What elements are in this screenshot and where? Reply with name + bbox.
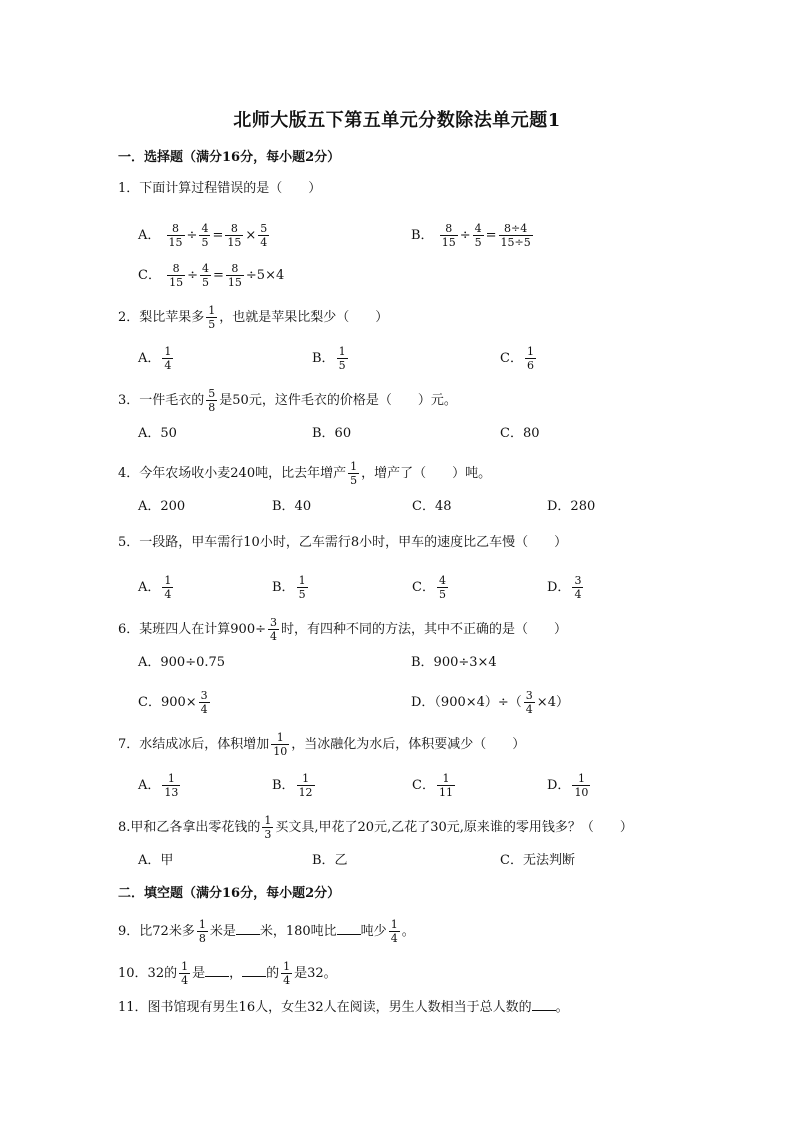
q6-option-c[interactable]: C．900× $\frac{3}{4}$ bbox=[138, 689, 208, 716]
fraction bbox=[297, 772, 315, 799]
fraction-denominator: 5 bbox=[474, 236, 482, 249]
fraction-denominator: 15÷5 bbox=[500, 236, 531, 249]
question-2: 2．梨比苹果多 $\frac{1}{5}$ ，也就是苹果比梨少（ ） bbox=[118, 304, 389, 331]
fraction-numerator: 1 bbox=[164, 345, 172, 358]
fraction bbox=[499, 222, 533, 249]
fraction-denominator: 4 bbox=[269, 630, 277, 643]
q4-option-b[interactable]: B．40 bbox=[272, 499, 312, 514]
fraction bbox=[440, 222, 458, 249]
question-8: 8.甲和乙各拿出零花钱的 $\frac{1}{3}$ 买文具,甲花了20元,乙花了30元,原来谁的零用钱多？（ ） bbox=[118, 814, 633, 841]
fraction-numerator: 8 bbox=[231, 262, 239, 275]
fraction bbox=[525, 345, 536, 372]
q8-option-c[interactable]: C．无法判断 bbox=[500, 853, 575, 868]
q7-option-a[interactable]: A． $\frac{1}{13}$ bbox=[138, 772, 179, 799]
fraction-numerator: 5 bbox=[208, 387, 216, 400]
fraction-denominator: 5 bbox=[338, 359, 346, 372]
fraction-numerator: 1 bbox=[350, 460, 358, 473]
fraction-denominator: 4 bbox=[260, 236, 268, 249]
fraction bbox=[297, 574, 308, 601]
fraction-numerator: 8 bbox=[172, 222, 180, 235]
fraction-denominator: 8 bbox=[208, 401, 216, 414]
fraction bbox=[200, 262, 211, 289]
fraction-denominator: 10 bbox=[273, 745, 288, 758]
fraction bbox=[262, 814, 273, 841]
question-10: 10．32的 $\frac{1}{4}$ 是 ， 的 $\frac{1}{4}$ 是32。 bbox=[118, 960, 337, 987]
fraction bbox=[258, 222, 269, 249]
q7-option-b[interactable]: B． $\frac{1}{12}$ bbox=[272, 772, 313, 799]
fraction-denominator: 5 bbox=[298, 588, 306, 601]
fraction-numerator: 4 bbox=[474, 222, 482, 235]
fraction-numerator: 5 bbox=[260, 222, 268, 235]
fraction-denominator: 12 bbox=[298, 786, 313, 799]
q6-option-b[interactable]: B．900÷3×4 bbox=[411, 655, 497, 670]
fraction bbox=[572, 772, 590, 799]
fraction-denominator: 8 bbox=[198, 932, 206, 945]
fraction-denominator: 11 bbox=[438, 786, 453, 799]
fraction-numerator: 8 bbox=[445, 222, 453, 235]
fraction-numerator: 1 bbox=[526, 345, 534, 358]
fraction bbox=[162, 345, 173, 372]
fraction-denominator: 4 bbox=[283, 974, 291, 987]
fraction-denominator: 15 bbox=[227, 276, 242, 289]
fraction-denominator: 5 bbox=[350, 474, 358, 487]
fraction bbox=[179, 960, 190, 987]
fraction bbox=[206, 304, 217, 331]
question-5: 5．一段路，甲车需行10小时，乙车需行8小时，甲车的速度比乙车慢（ ） bbox=[118, 535, 568, 550]
q2-option-a[interactable]: A． $\frac{1}{4}$ bbox=[138, 345, 172, 372]
q3-option-b[interactable]: B．60 bbox=[312, 426, 352, 441]
fraction bbox=[199, 689, 210, 716]
fraction bbox=[389, 918, 400, 945]
fraction-numerator: 1 bbox=[164, 574, 172, 587]
fraction bbox=[206, 387, 217, 414]
question-1: 1．下面计算过程错误的是（ ） bbox=[118, 181, 322, 196]
fraction-denominator: 4 bbox=[164, 588, 172, 601]
fraction-denominator: 13 bbox=[164, 786, 179, 799]
q8-option-b[interactable]: B．乙 bbox=[312, 853, 348, 868]
fraction-denominator: 4 bbox=[525, 703, 533, 716]
fraction-numerator: 1 bbox=[167, 772, 175, 785]
q3-option-a[interactable]: A．50 bbox=[138, 426, 177, 441]
fraction-numerator: 1 bbox=[181, 960, 189, 973]
fraction bbox=[268, 616, 279, 643]
fraction-numerator: 1 bbox=[302, 772, 310, 785]
fraction-denominator: 15 bbox=[227, 236, 242, 249]
answer-blank[interactable] bbox=[242, 964, 266, 977]
fraction-numerator: 3 bbox=[525, 689, 533, 702]
fraction bbox=[437, 574, 448, 601]
fraction-numerator: 1 bbox=[208, 304, 216, 317]
fraction bbox=[337, 345, 348, 372]
fraction-numerator: 1 bbox=[283, 960, 291, 973]
fraction-denominator: 5 bbox=[201, 236, 209, 249]
fraction bbox=[162, 574, 173, 601]
fraction bbox=[473, 222, 484, 249]
q4-option-d[interactable]: D．280 bbox=[547, 499, 596, 514]
question-4: 4．今年农场收小麦240吨，比去年增产 $\frac{1}{5}$ ，增产了（ ）吨。 bbox=[118, 460, 492, 487]
fraction-denominator: 4 bbox=[164, 359, 172, 372]
fraction-denominator: 10 bbox=[574, 786, 589, 799]
fraction-denominator: 4 bbox=[574, 588, 582, 601]
fraction-numerator: 4 bbox=[202, 262, 209, 275]
fraction bbox=[271, 731, 289, 758]
fraction-numerator: 8 bbox=[230, 222, 238, 235]
page-title: 北师大版五下第五单元分数除法单元题1 bbox=[233, 110, 561, 131]
fraction-numerator: 8÷4 bbox=[504, 222, 528, 235]
fraction-numerator: 3 bbox=[269, 616, 277, 629]
section-choice-heading: 一．选择题（满分16分，每小题2分） bbox=[118, 150, 341, 165]
question-9: 9．比72米多 $\frac{1}{8}$ 米是 米，180吨比 吨少 $\frac{1}{4}$ 。 bbox=[118, 918, 415, 945]
fraction-numerator: 4 bbox=[438, 574, 446, 587]
q1-option-c[interactable]: C． $\frac{8}{15}$ ÷ $\frac{4}{5}$ = $\frac{8}{15}$ ÷5×4 bbox=[138, 262, 285, 289]
fraction-numerator: 1 bbox=[390, 918, 398, 931]
fraction-numerator: 1 bbox=[198, 918, 206, 931]
q5-option-d[interactable]: D． $\frac{3}{4}$ bbox=[547, 574, 582, 601]
fraction-denominator: 15 bbox=[168, 236, 183, 249]
fraction-denominator: 6 bbox=[526, 359, 534, 372]
fraction-numerator: 1 bbox=[298, 574, 306, 587]
answer-blank[interactable] bbox=[337, 922, 361, 935]
fraction bbox=[167, 262, 185, 289]
q4-option-a[interactable]: A．200 bbox=[138, 499, 186, 514]
fraction-numerator: 1 bbox=[276, 731, 284, 744]
q6-option-a[interactable]: A．900÷0.75 bbox=[138, 655, 226, 670]
fraction-denominator: 4 bbox=[390, 932, 398, 945]
q4-option-c[interactable]: C．48 bbox=[412, 499, 452, 514]
q2-option-b[interactable]: B． $\frac{1}{5}$ bbox=[312, 345, 346, 372]
fraction-denominator: 4 bbox=[200, 703, 208, 716]
fraction bbox=[199, 222, 210, 249]
fraction-denominator: 5 bbox=[438, 588, 446, 601]
fraction-numerator: 1 bbox=[338, 345, 346, 358]
fraction-numerator: 4 bbox=[201, 222, 209, 235]
fraction-numerator: 3 bbox=[200, 689, 208, 702]
fraction bbox=[226, 262, 244, 289]
section-fill-heading: 二．填空题（满分16分，每小题2分） bbox=[118, 886, 341, 901]
answer-blank[interactable] bbox=[532, 998, 556, 1011]
fraction-denominator: 15 bbox=[441, 236, 456, 249]
question-6: 6．某班四人在计算900÷ $\frac{3}{4}$ 时，有四种不同的方法，其中不正确的是（ ） bbox=[118, 616, 567, 643]
fraction bbox=[281, 960, 292, 987]
fraction-numerator: 1 bbox=[577, 772, 585, 785]
fraction-denominator: 15 bbox=[169, 276, 184, 289]
q6-option-d[interactable]: D．（900×4）÷（ $\frac{3}{4}$ ×4） bbox=[411, 689, 569, 716]
fraction bbox=[348, 460, 359, 487]
q7-option-d[interactable]: D． $\frac{1}{10}$ bbox=[547, 772, 589, 799]
fraction bbox=[225, 222, 243, 249]
question-3: 3．一件毛衣的 $\frac{5}{8}$ 是50元，这件毛衣的价格是（ ）元。 bbox=[118, 387, 457, 414]
q5-option-c[interactable]: C． $\frac{4}{5}$ bbox=[412, 574, 446, 601]
question-11: 11．图书馆现有男生16人，女生32人在阅读，男生人数相当于总人数的 。 bbox=[118, 1000, 569, 1015]
answer-blank[interactable] bbox=[205, 964, 229, 977]
fraction bbox=[572, 574, 583, 601]
fraction bbox=[162, 772, 180, 799]
fraction-denominator: 5 bbox=[208, 318, 216, 331]
answer-blank[interactable] bbox=[236, 922, 260, 935]
q3-option-c[interactable]: C．80 bbox=[500, 426, 540, 441]
q1-option-b[interactable]: B． $\frac{8}{15}$ ÷ $\frac{4}{5}$ = $\frac{8\div 4}{15\div 5}$ bbox=[411, 222, 531, 249]
fraction-numerator: 1 bbox=[442, 772, 450, 785]
fraction bbox=[167, 222, 185, 249]
fraction-numerator: 1 bbox=[264, 814, 272, 827]
fraction bbox=[524, 689, 535, 716]
fraction bbox=[437, 772, 455, 799]
q7-option-c[interactable]: C． $\frac{1}{11}$ bbox=[412, 772, 453, 799]
fraction bbox=[197, 918, 208, 945]
fraction-numerator: 3 bbox=[574, 574, 582, 587]
fraction-denominator: 4 bbox=[181, 974, 189, 987]
q5-option-b[interactable]: B． $\frac{1}{5}$ bbox=[272, 574, 306, 601]
q1-option-a[interactable]: A． $\frac{8}{15}$ ÷ $\frac{4}{5}$ = $\frac{8}{15}$ × $\frac{5}{4}$ bbox=[138, 222, 268, 249]
fraction-denominator: 5 bbox=[202, 276, 209, 289]
question-7: 7．水结成冰后，体积增加 $\frac{1}{10}$ ，当冰融化为水后，体积要减少（ ） bbox=[118, 731, 526, 758]
q5-option-a[interactable]: A． $\frac{1}{4}$ bbox=[138, 574, 172, 601]
fraction-numerator: 8 bbox=[172, 262, 180, 275]
fraction-denominator: 3 bbox=[264, 828, 272, 841]
q8-option-a[interactable]: A．甲 bbox=[138, 853, 174, 868]
q2-option-c[interactable]: C． $\frac{1}{6}$ bbox=[500, 345, 534, 372]
